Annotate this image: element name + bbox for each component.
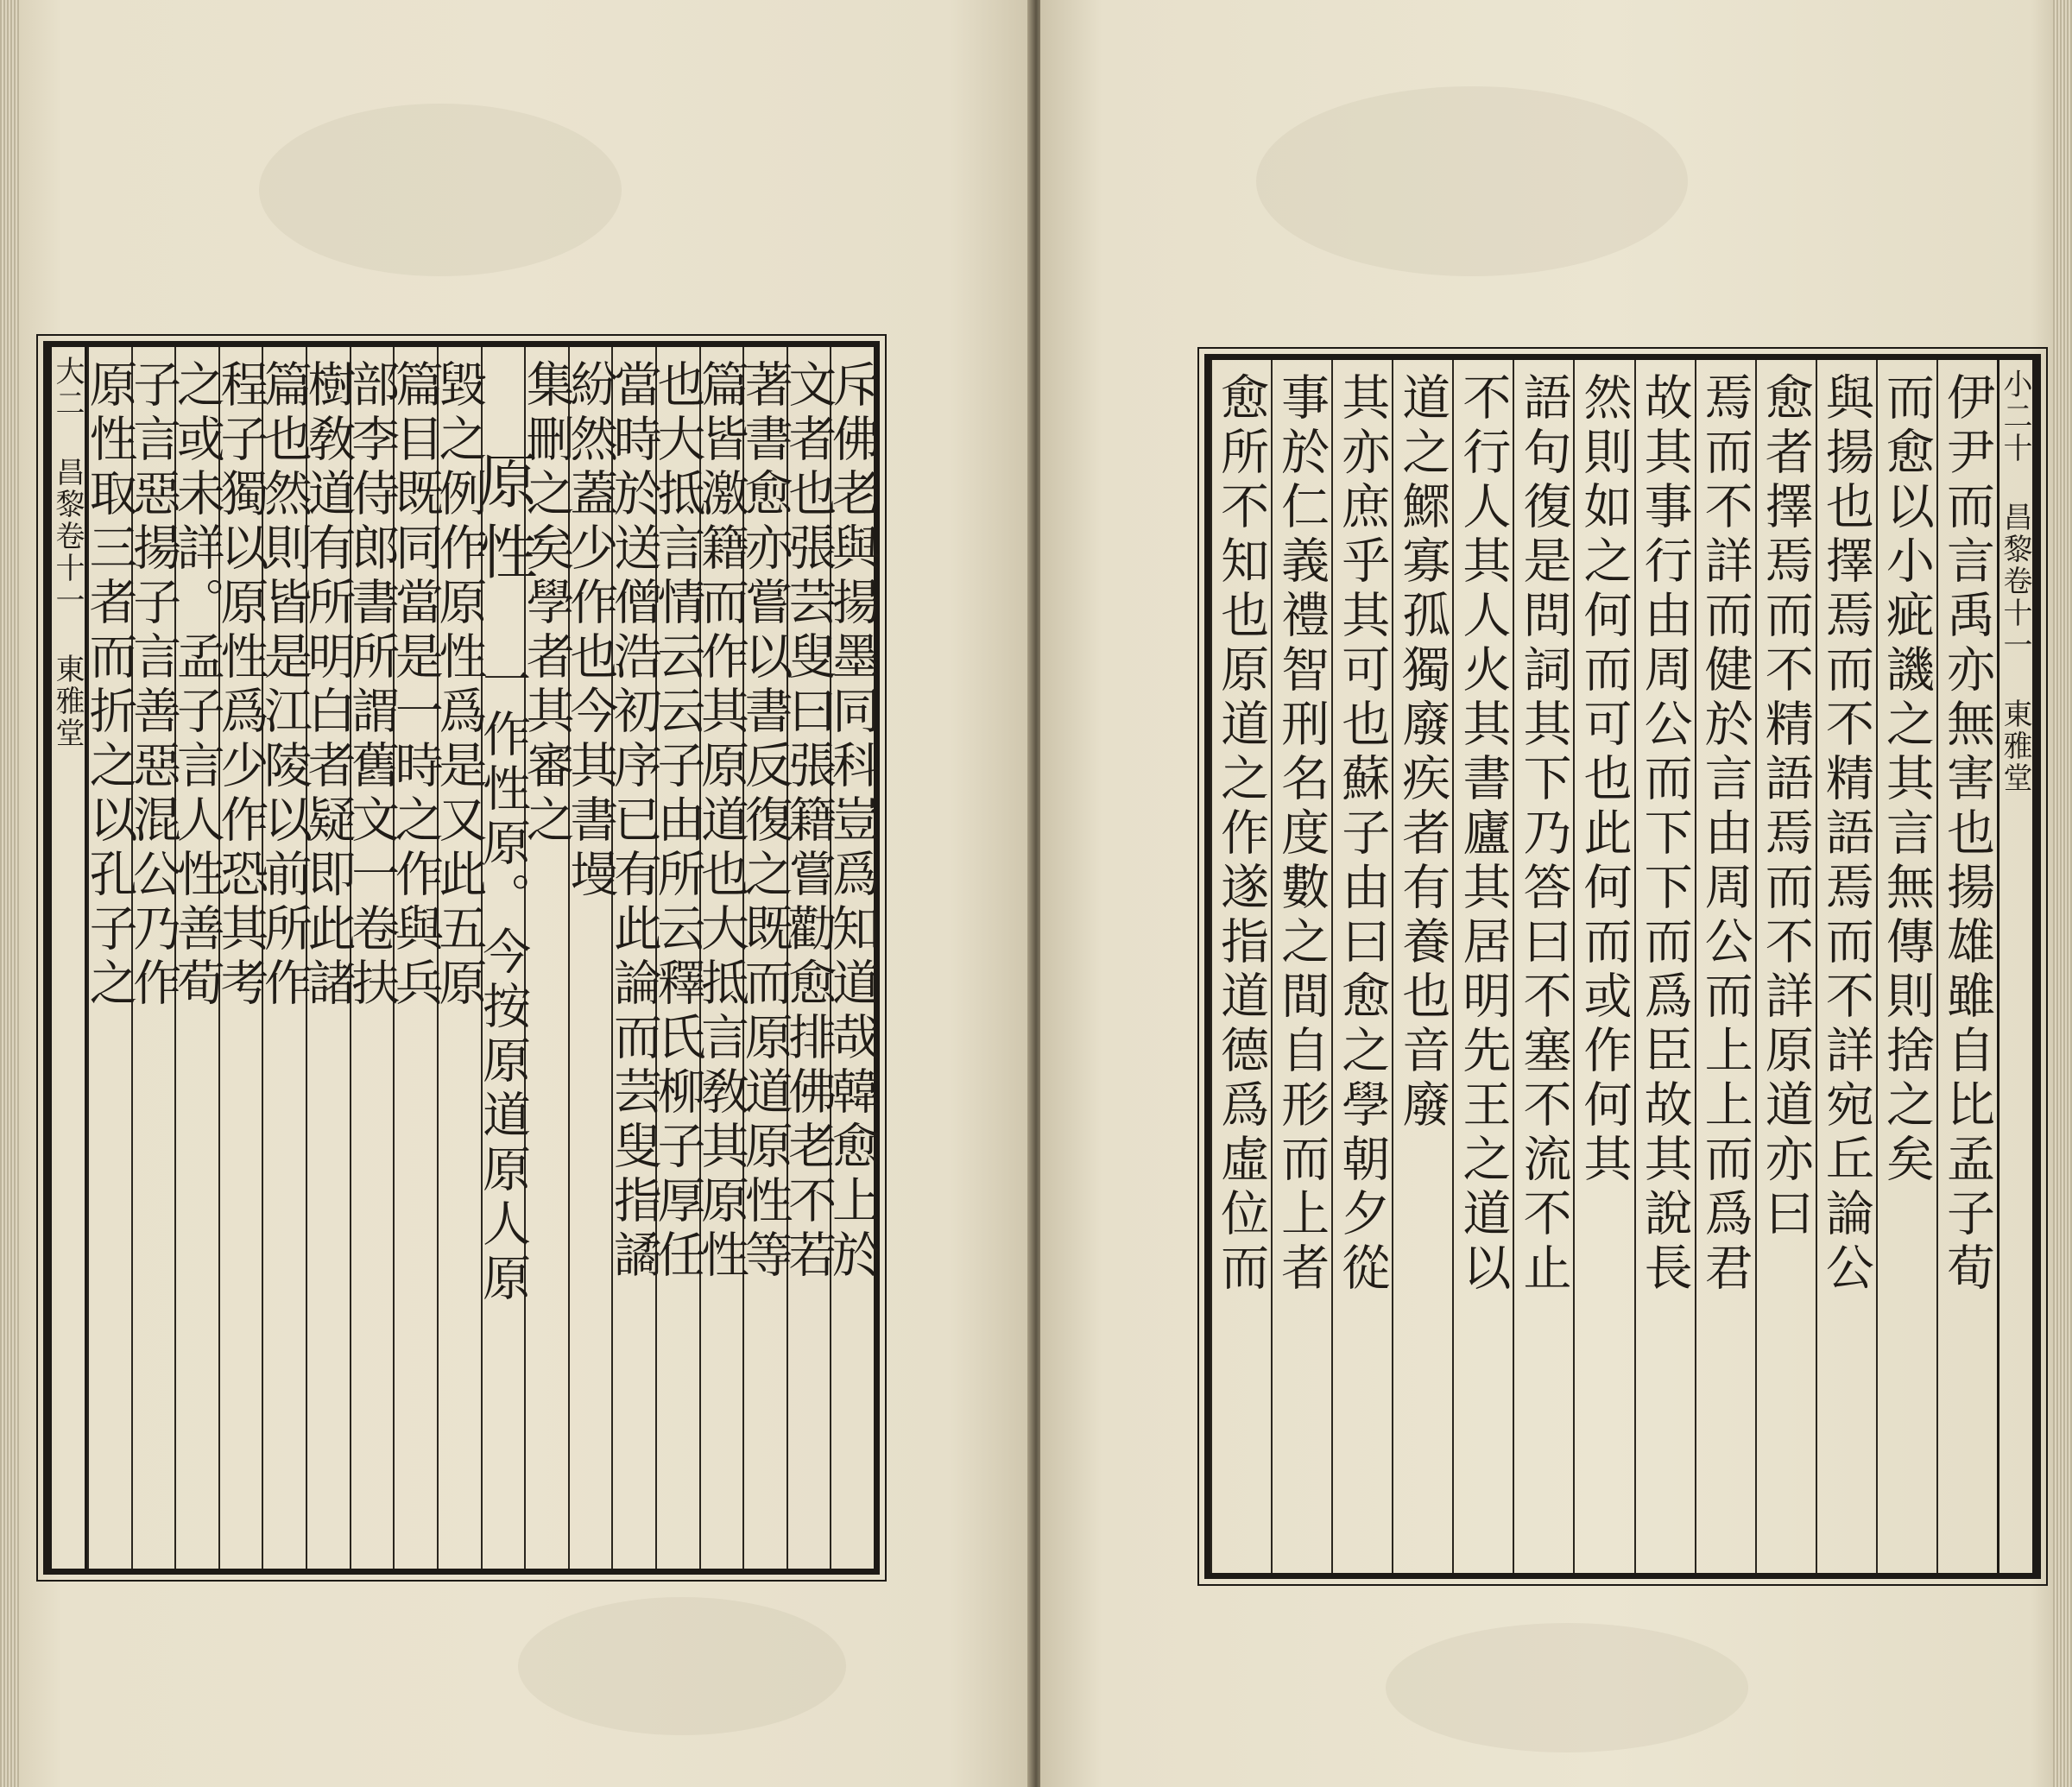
left-page bbox=[0, 0, 1032, 1787]
paper-stain bbox=[259, 104, 622, 276]
text-column bbox=[469, 347, 538, 1569]
text-column: 之或未詳。孟子言人性善荀 bbox=[174, 347, 218, 1569]
text-column: 也大抵言情云云子由所云釋氏柳子厚任 bbox=[655, 347, 699, 1569]
text-column: 斥佛老與揚墨同科豈爲知道哉韓愈上於 bbox=[830, 347, 874, 1569]
left-text-frame bbox=[43, 341, 880, 1575]
text-column: 原性取三者而折之以孔子之 bbox=[87, 347, 131, 1569]
block-center-band: 大二 昌黎卷十一 東雅堂 bbox=[49, 347, 87, 1569]
text-column: 不行人其人火其書廬其居明先王之道以 bbox=[1452, 360, 1513, 1573]
text-column: 紛然蓋少作也今其書墁 bbox=[568, 347, 612, 1569]
text-column: 當時於送僧浩初序已有此論而芸叟指譎 bbox=[611, 347, 655, 1569]
text-column: 而愈以小疵譏之其言無傳則捨之矣 bbox=[1876, 360, 1936, 1573]
text-column: 文者也張芸叟曰張籍嘗勸愈排佛老不若 bbox=[786, 347, 831, 1569]
text-column: 程子獨以原性爲少作恐其考 bbox=[218, 347, 262, 1569]
text-column: 與揚也擇焉而不精語焉而不詳宛丘論公 bbox=[1816, 360, 1876, 1573]
text-column: 子言惡揚子言善惡混公乃作 bbox=[131, 347, 175, 1569]
text-column: 然則如之何而可也此何而或作何其 bbox=[1573, 360, 1633, 1573]
paper-stain bbox=[518, 1597, 846, 1735]
text-column: 事於仁義禮智刑名度數之間自形而上者 bbox=[1271, 360, 1331, 1573]
text-column: 愈者擇焉而不精語焉而不詳原道亦曰 bbox=[1755, 360, 1816, 1573]
text-column: 語句復是問詞其下乃答曰不塞不流不止 bbox=[1513, 360, 1573, 1573]
page-stack-edge bbox=[0, 0, 19, 1787]
section-heading: 原性 bbox=[469, 451, 538, 592]
text-column: 篇也然則皆是江陵以前所作 bbox=[262, 347, 306, 1569]
right-text-frame bbox=[1204, 354, 2041, 1579]
text-column: 篇皆激籍而作其原道也大抵言敎其原性 bbox=[699, 347, 743, 1569]
text-column: 故其事行由周公而下下而爲臣故其說長 bbox=[1634, 360, 1695, 1573]
text-column: 部李侍郎書所謂舊文一卷扶 bbox=[350, 347, 394, 1569]
text-column: 焉而不詳而健於言由周公而上上而爲君 bbox=[1695, 360, 1755, 1573]
page-stack-edge bbox=[2053, 0, 2072, 1787]
paper-stain bbox=[1386, 1623, 1748, 1752]
text-column: 其亦庶乎其可也蘇子由曰愈之學朝夕從 bbox=[1331, 360, 1392, 1573]
text-column: 伊尹而言禹亦無害也揚雄雖自比孟子荀 bbox=[1936, 360, 1997, 1573]
heading-note: 一作性原。今按原道原人原 bbox=[475, 592, 532, 1307]
text-column: 愈所不知也原道之作遂指道德爲虛位而 bbox=[1210, 360, 1271, 1573]
text-column: 樹敎道有所明白者疑即此諸 bbox=[306, 347, 350, 1569]
text-column: 集刪之矣學者其審之 bbox=[524, 347, 568, 1569]
block-center-band: 小二十 昌黎卷十一 東雅堂 bbox=[1997, 360, 2035, 1573]
text-column: 毀之例作原性爲是又此五原 bbox=[437, 347, 481, 1569]
paper-stain bbox=[1256, 86, 1688, 276]
text-column: 篇目既同當是一時之作與兵 bbox=[393, 347, 437, 1569]
text-column: 道之鰥寡孤獨廢疾者有養也音廢 bbox=[1392, 360, 1452, 1573]
text-column: 著書愈亦嘗以書反復之既而原道原性等 bbox=[742, 347, 786, 1569]
